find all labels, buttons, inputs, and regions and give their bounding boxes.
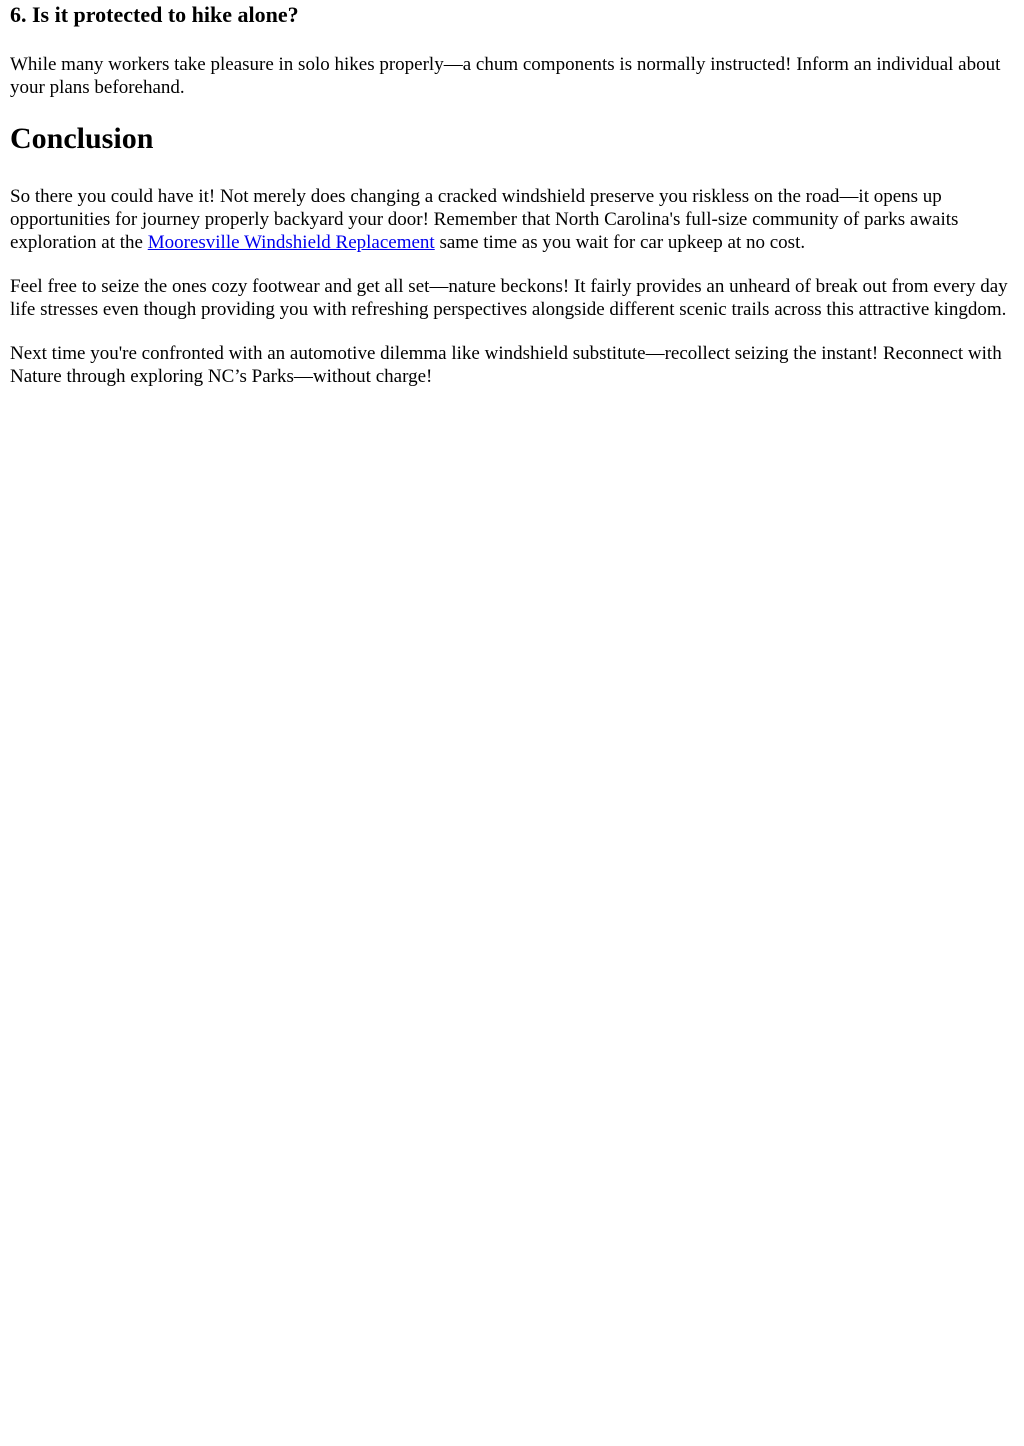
conclusion-paragraph-2: Feel free to seize the ones cozy footwear and get all set—nature beckons! It fairly provides an unheard of break out from every day life stresses even though providing you with refreshing perspectives alongside different scenic trails across this attractive kingdom. (10, 276, 1008, 320)
conclusion-heading: Conclusion (10, 122, 154, 155)
faq-question-heading: 6. Is it protected to hike alone? (10, 2, 299, 27)
conclusion-paragraph-1 (10, 185, 1014, 254)
mooresville-windshield-replacement-link[interactable]: Mooresville Windshield Replacement (147, 232, 435, 253)
article-page (0, 0, 1024, 388)
conclusion-paragraph-3: Next time you're confronted with an automotive dilemma like windshield substitute—recollect seizing the instant! Reconnect with Nature through exploring NC’s Parks—without charge! (10, 343, 1002, 387)
conclusion-paragraph-1-text-start: So there you could have it! Not merely does changing a cracked windshield preserve you riskless on the road—it opens up opportunities for journey properly backyard your door! Remember that North Carolina's full-size community of parks awaits exploration at the (10, 186, 959, 253)
faq-answer-paragraph: While many workers take pleasure in solo hikes properly—a chum components is normally instructed! Inform an individual about your plans beforehand. (10, 54, 1001, 98)
conclusion-paragraph-1-text-end: same time as you wait for car upkeep at no cost. (434, 232, 806, 253)
